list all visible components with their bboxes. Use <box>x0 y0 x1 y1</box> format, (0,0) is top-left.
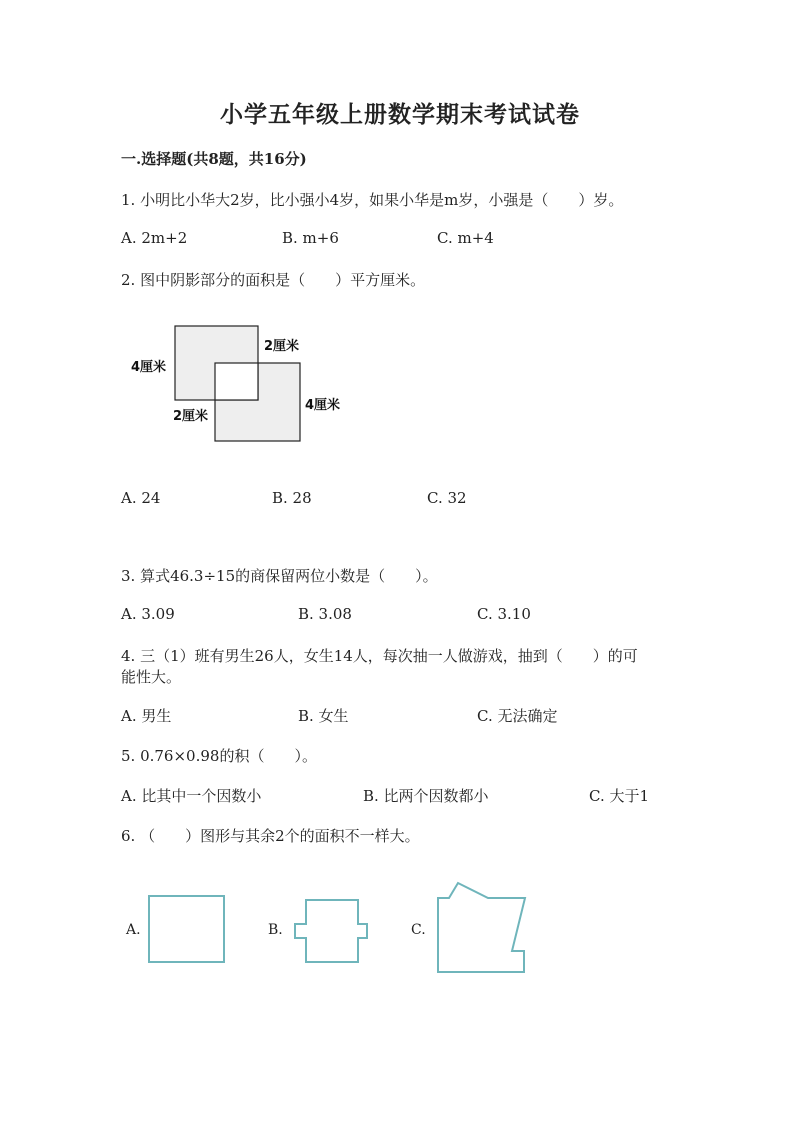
question-2-option-a: A. 24 <box>121 489 161 507</box>
question-3-option-b: B. 3.08 <box>298 605 352 623</box>
label-right-4cm: 4厘米 <box>305 398 341 413</box>
question-3-text: 3. 算式46.3÷15的商保留两位小数是（ ）。 <box>121 567 438 585</box>
question-1-option-b: B. m+6 <box>282 229 339 247</box>
label-left-4cm: 4厘米 <box>131 360 167 375</box>
shape-b-notched <box>295 900 367 962</box>
figure-label-b: B. <box>268 922 283 938</box>
section-heading: 一.选择题(共8题，共16分) <box>121 150 307 168</box>
question-1-option-a: A. 2m+2 <box>121 229 188 247</box>
question-2-text: 2. 图中阴影部分的面积是（ ）平方厘米。 <box>121 271 426 289</box>
question-5-option-a: A. 比其中一个因数小 <box>121 787 262 805</box>
question-5-text: 5. 0.76×0.98的积（ ）。 <box>121 747 317 765</box>
question-4-option-b: B. 女生 <box>298 707 349 725</box>
figure-label-a: A. <box>126 922 141 938</box>
question-4-option-a: A. 男生 <box>121 707 172 725</box>
shape-c-irregular <box>438 883 525 972</box>
question-2-option-c: C. 32 <box>427 489 467 507</box>
shape-a-rectangle <box>149 896 224 962</box>
question-4-option-c: C. 无法确定 <box>477 707 558 725</box>
question-1-option-c: C. m+4 <box>437 229 494 247</box>
question-3-option-c: C. 3.10 <box>477 605 531 623</box>
question-2-option-b: B. 28 <box>272 489 312 507</box>
label-top-2cm: 2厘米 <box>264 339 300 354</box>
question-6-text: 6. （ ）图形与其余2个的面积不一样大。 <box>121 827 420 845</box>
question-5-option-c: C. 大于1 <box>589 787 650 805</box>
question-5-option-b: B. 比两个因数都小 <box>363 787 489 805</box>
question-4-text-line-1: 4. 三（1）班有男生26人，女生14人，每次抽一人做游戏，抽到（ ）的可 <box>121 647 638 665</box>
page-title: 小学五年级上册数学期末考试试卷 <box>220 101 580 128</box>
question-1-text: 1. 小明比小华大2岁，比小强小4岁，如果小华是m岁，小强是（ ）岁。 <box>121 191 624 209</box>
label-bottom-2cm: 2厘米 <box>173 409 209 424</box>
question-4-text-line-2: 能性大。 <box>121 668 182 686</box>
question-3-option-a: A. 3.09 <box>121 605 175 623</box>
figure-label-c: C. <box>411 922 426 938</box>
